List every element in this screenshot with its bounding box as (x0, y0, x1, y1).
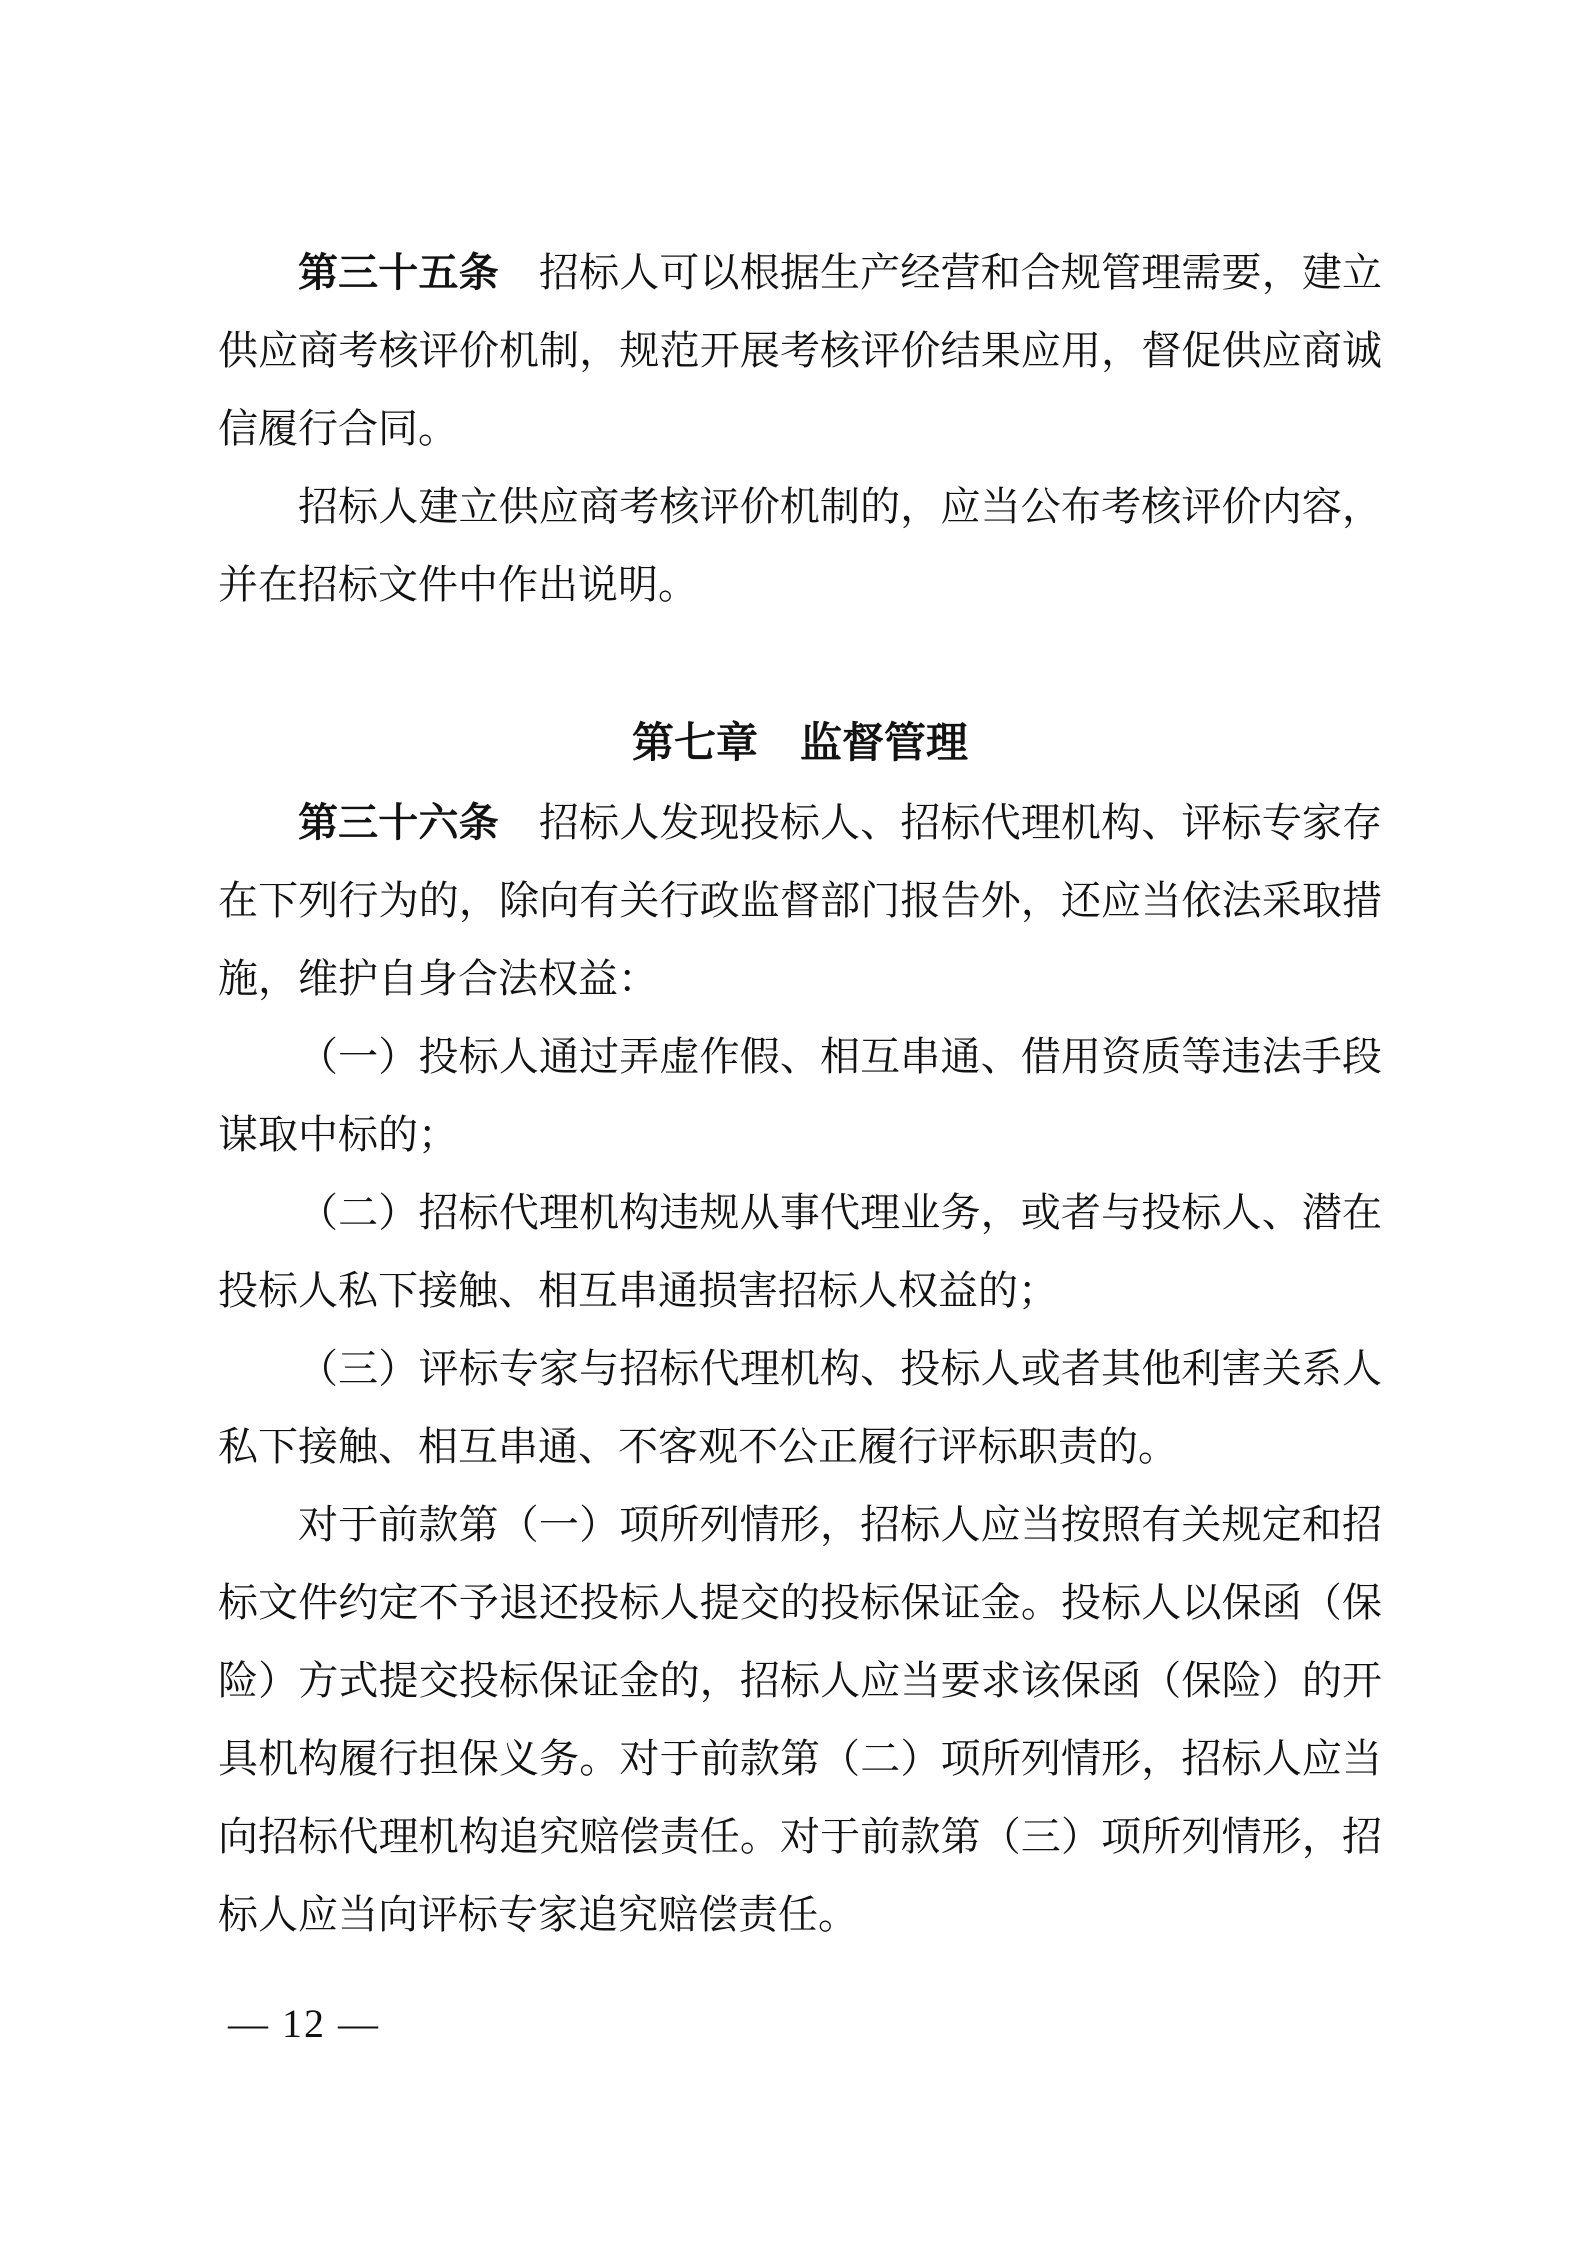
body-paragraph (218, 1330, 1382, 1486)
paragraph-text: 招标人发现投标人、招标代理机构、评标专家存在下列行为的，除向有关行政监督部门报告外，还应当依法采取措施，维护自身合法权益： (218, 800, 1383, 1001)
page-number: — 12 — (228, 2001, 380, 2046)
paragraph-text: 对于前款第（一）项所列情形，招标人应当按照有关规定和招标文件约定不予退还投标人提交的投标保证金。投标人以保函（保险）方式提交投标保证金的，招标人应当要求该保函（保险）的开具机构履行担保义务。对于前款第（二）项所列情形，招标人应当向招标代理机构追究赔偿责任。对于前款第（三）项所列情形，招标人应当向评标专家追究赔偿责任。 (218, 1502, 1382, 1937)
body-paragraph (218, 1486, 1382, 1954)
paragraph-text: （二）招标代理机构违规从事代理业务，或者与投标人、潜在投标人私下接触、相互串通损害招标人权益的； (218, 1190, 1382, 1313)
page-footer (228, 1994, 380, 2054)
body-paragraph (218, 468, 1382, 624)
paragraph-text: 招标人建立供应商考核评价机制的，应当公布考核评价内容，并在招标文件中作出说明。 (218, 484, 1382, 607)
body-paragraph (218, 1174, 1382, 1330)
chapter-heading (218, 704, 1382, 782)
paragraph-text: 招标人可以根据生产经营和合规管理需要，建立供应商考核评价机制，规范开展考核评价结果应用，督促供应商诚信履行合同。 (218, 250, 1383, 451)
document-body (218, 234, 1382, 1954)
chapter-title-text: 第七章 监督管理 (631, 719, 968, 766)
article-paragraph (218, 784, 1382, 1018)
article-number: 第三十六条 (298, 801, 499, 845)
body-paragraph (218, 1018, 1382, 1174)
article-number: 第三十五条 (298, 251, 499, 295)
paragraph-text: （三）评标专家与招标代理机构、投标人或者其他利害关系人私下接触、相互串通、不客观不公正履行评标职责的。 (218, 1346, 1382, 1469)
article-paragraph (218, 234, 1382, 468)
paragraph-text: （一）投标人通过弄虚作假、相互串通、借用资质等违法手段谋取中标的； (218, 1034, 1382, 1157)
